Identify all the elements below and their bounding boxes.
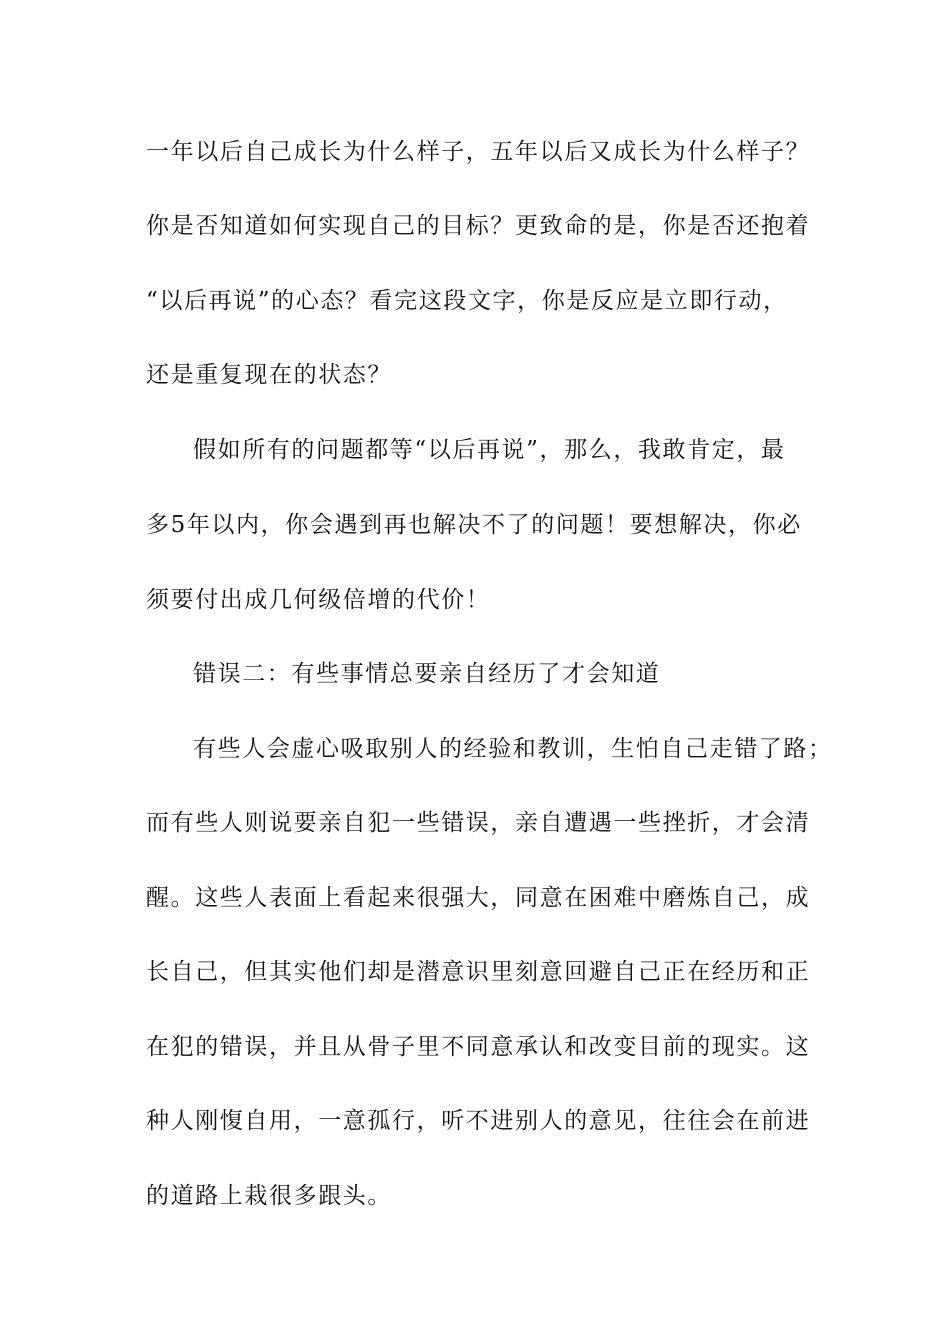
paragraph-line: 的道路上栽很多跟头。 — [146, 1183, 392, 1209]
paragraph-line: 而有些人则说要亲自犯一些错误，亲自遭遇一些挫折，才会清 — [146, 810, 811, 836]
paragraph-line: 你是否知道如何实现自己的目标？更致命的是，你是否还抱着 — [146, 213, 811, 239]
paragraph-line: 在犯的错误，并且从骨子里不同意承认和改变目前的现实。这 — [146, 1034, 811, 1060]
paragraph-line: 长自己，但其实他们却是潜意识里刻意回避自己正在经历和正 — [146, 959, 811, 985]
paragraph-line: 一年以后自己成长为什么样子，五年以后又成长为什么样子？ — [146, 139, 811, 165]
paragraph-line: 多5年以内，你会遇到再也解决不了的问题！要想解决，你必 — [146, 512, 802, 538]
paragraph-line: 有些人会虚心吸取别人的经验和教训，生怕自己走错了路； — [193, 736, 833, 762]
paragraph-line: 假如所有的问题都等“以后再说”，那么，我敢肯定，最 — [193, 437, 786, 463]
paragraph-line: 种人刚愎自用，一意孤行，听不进别人的意见，往往会在前进 — [146, 1108, 811, 1134]
paragraph-line: 还是重复现在的状态？ — [146, 362, 392, 388]
paragraph-line: 须要付出成几何级倍增的代价！ — [146, 587, 491, 613]
paragraph-line: “以后再说”的心态？看完这段文字，你是反应是立即行动， — [146, 288, 788, 314]
section-heading: 错误二：有些事情总要亲自经历了才会知道 — [193, 661, 661, 687]
paragraph-line: 醒。这些人表面上看起来很强大，同意在困难中磨炼自己，成 — [146, 885, 811, 911]
